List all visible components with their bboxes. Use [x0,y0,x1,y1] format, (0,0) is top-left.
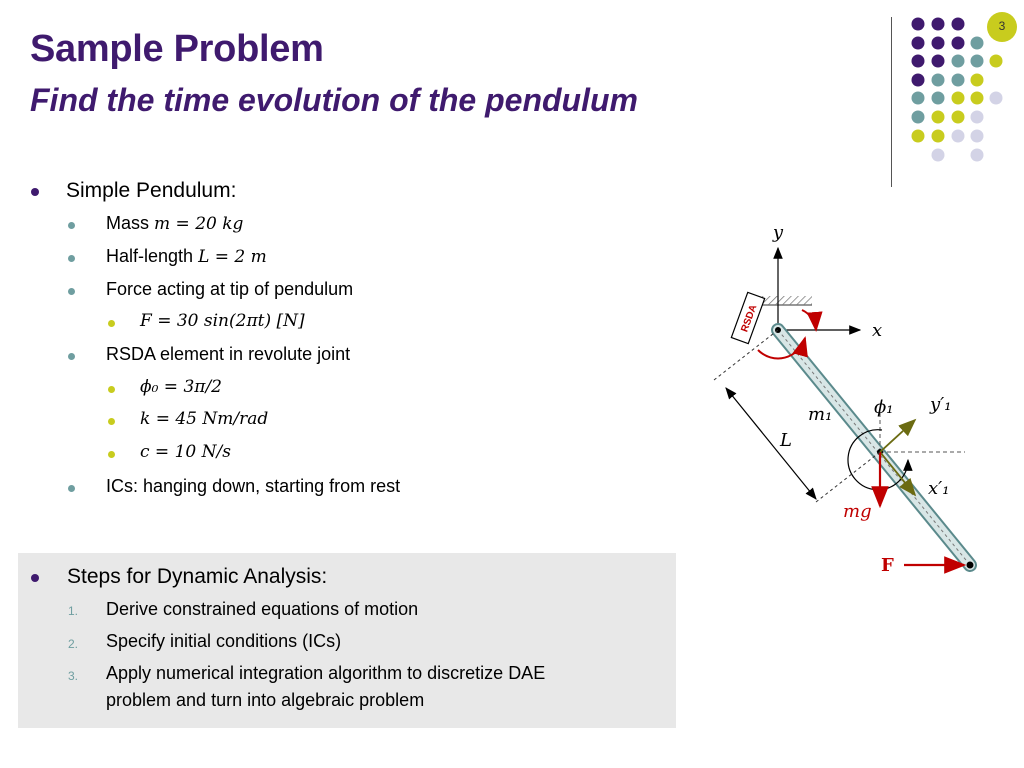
step-2-text: Specify initial conditions (ICs) [106,631,342,651]
slide-subtitle: Find the time evolution of the pendulum [30,82,638,118]
step-3-text-continued: problem and turn into algebraic problem [106,690,425,710]
bullet-dot [68,288,75,295]
c-equation: c = 10 N/s [140,442,231,462]
pendulum-bar [778,330,970,565]
dot-row-8 [932,149,984,162]
decorative-dot-grid [0,0,1024,200]
ground-hatch [762,296,812,305]
length-dimension-arrow [726,388,816,499]
phi1-label: ϕ₁ [874,397,894,418]
steps-heading: Steps for Dynamic Analysis: [67,565,328,588]
rsda-element [731,292,764,343]
page-number-badge: 3 [987,12,1017,42]
slide-title: Sample Problem [30,28,324,70]
step-number-2: 2. [68,637,79,651]
dot-row-2 [912,37,984,50]
dot-row-4 [912,74,984,87]
y1-prime-label: y′₁ [930,394,952,415]
steps-box [18,553,676,728]
half-length-item: Half-length L = 2 m [106,246,267,267]
dot-row-6 [912,111,984,124]
bullet-dot [108,451,115,458]
step-number-3: 3. [68,669,79,683]
m1-label: m₁ [808,404,833,425]
mass-equation: m = 20 kg [154,214,244,234]
ics-item: ICs: hanging down, starting from rest [106,476,401,496]
k-equation: k = 45 Nm/rad [140,409,269,429]
bullet-dot [68,255,75,262]
tip-force-label: F [881,555,894,576]
header-divider-line [891,17,892,187]
bullet-dot [68,485,75,492]
bullet-dot [68,353,75,360]
rsda-item: RSDA element in revolute joint [106,344,351,364]
bullet-dot [31,574,39,582]
bullet-dot [108,386,115,393]
dot-row-3 [912,55,1003,68]
bullet-dot [31,188,39,196]
pendulum-diagram [700,210,1000,590]
tip-point [967,562,974,569]
dot-row-1 [912,18,965,31]
dot-row-5 [912,92,1003,105]
joint-rotation-arrow [802,310,816,330]
rsda-label: RSDA [739,303,760,334]
simple-pendulum-heading: Simple Pendulum: [66,179,237,202]
mass-item: Mass m = 20 kg [106,213,244,234]
y-axis-label: y [772,222,784,243]
x1-prime-label: x′₁ [928,478,950,499]
bullet-dot [108,320,115,327]
mg-label: mg [843,501,872,522]
force-item: Force acting at tip of pendulum [106,279,354,299]
force-equation: F = 30 sin(2πt) [N] [140,311,305,331]
y1-prime-axis [880,420,915,452]
step-1-text: Derive constrained equations of motion [106,599,419,619]
length-label: L [780,430,792,451]
half-length-equation: L = 2 m [198,247,267,267]
dot-row-7 [912,130,984,143]
phi0-equation: ϕ₀ = 3π/2 [140,377,222,397]
x-axis-label: x [872,320,883,341]
bullet-dot [108,418,115,425]
bullet-dot [68,222,75,229]
step-number-1: 1. [68,604,79,618]
step-3-text: Apply numerical integration algorithm to discretize DAE [106,663,546,683]
